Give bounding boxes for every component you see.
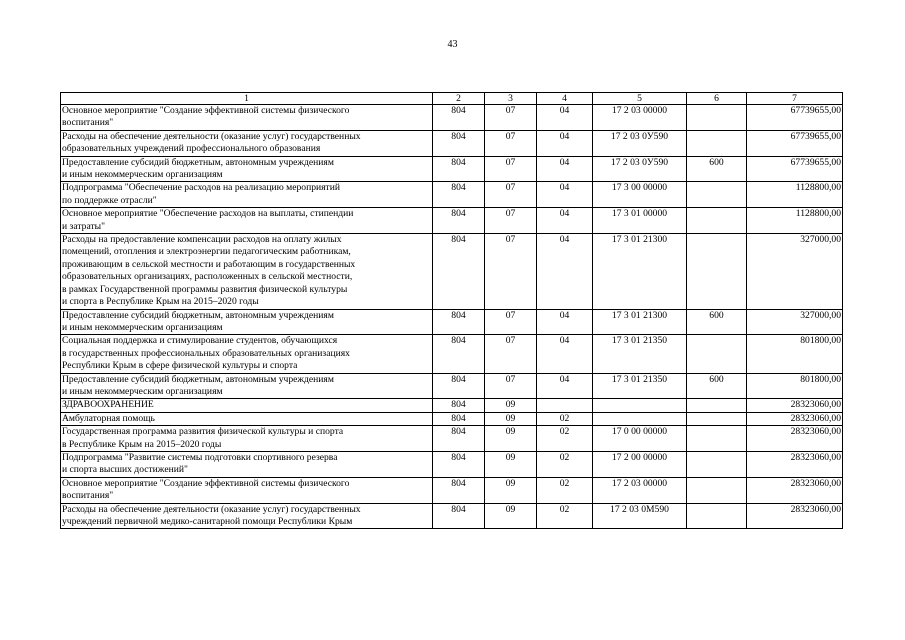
- row-name: Расходы на обеспечение деятельности (оказание услуг) государственных образовательных учреждений профессионального образования: [61, 130, 433, 156]
- row-name: Предоставление субсидий бюджетным, автономным учреждениям и иным некоммерческим организациям: [61, 309, 433, 335]
- row-amount: 28323060,00: [747, 399, 843, 412]
- row-amount: 801800,00: [747, 373, 843, 399]
- row-amount: 1128800,00: [747, 182, 843, 208]
- row-target-article: 17 3 01 00000: [593, 208, 687, 234]
- row-name: Предоставление субсидий бюджетным, автономным учреждениям и иным некоммерческим организациям: [61, 156, 433, 182]
- row-target-article: 17 0 00 00000: [593, 426, 687, 452]
- row-section: 07: [485, 234, 537, 309]
- row-name: Основное мероприятие "Создание эффективной системы физического воспитания": [61, 105, 433, 131]
- budget-table: [60, 92, 843, 529]
- row-target-article: [593, 399, 687, 412]
- row-name: Расходы на предоставление компенсации расходов на оплату жилых помещений, отопления и электроэнергии педагогическим работникам, проживающим в сельской местности и работающим в государственных образовательных организациях, расположенных в сельской местности, в рамках Государственной программы развития физической культуры и спорта в Республике Крым на 2015–2020 годы: [61, 234, 433, 309]
- row-subsection: 02: [537, 451, 593, 477]
- header-col-1: 1: [61, 93, 433, 105]
- row-expense-type: [687, 182, 747, 208]
- row-section: 09: [485, 477, 537, 503]
- row-section: 07: [485, 335, 537, 373]
- row-name: Подпрограмма "Обеспечение расходов на реализацию мероприятий по поддержке отрасли": [61, 182, 433, 208]
- row-section: 07: [485, 105, 537, 131]
- row-amount: 801800,00: [747, 335, 843, 373]
- row-ved: 804: [433, 182, 485, 208]
- row-subsection: 04: [537, 105, 593, 131]
- row-expense-type: [687, 477, 747, 503]
- row-expense-type: [687, 412, 747, 425]
- row-subsection: 04: [537, 182, 593, 208]
- row-target-article: 17 3 01 21300: [593, 309, 687, 335]
- table-row: [61, 412, 843, 425]
- row-ved: 804: [433, 105, 485, 131]
- row-section: 07: [485, 208, 537, 234]
- row-name: Подпрограмма "Развитие системы подготовки спортивного резерва и спорта высших достижений": [61, 451, 433, 477]
- row-name: ЗДРАВООХРАНЕНИЕ: [61, 399, 433, 412]
- row-section: 09: [485, 399, 537, 412]
- row-ved: 804: [433, 477, 485, 503]
- row-target-article: [593, 412, 687, 425]
- row-subsection: 04: [537, 234, 593, 309]
- row-subsection: 04: [537, 373, 593, 399]
- row-expense-type: 600: [687, 156, 747, 182]
- row-subsection: 04: [537, 156, 593, 182]
- row-ved: 804: [433, 234, 485, 309]
- row-amount: 67739655,00: [747, 130, 843, 156]
- table-row: [61, 477, 843, 503]
- table-row: [61, 503, 843, 529]
- row-ved: 804: [433, 335, 485, 373]
- row-section: 07: [485, 309, 537, 335]
- row-name: Расходы на обеспечение деятельности (оказание услуг) государственных учреждений первичной медико-санитарной помощи Республики Крым: [61, 503, 433, 529]
- row-target-article: 17 3 00 00000: [593, 182, 687, 208]
- table-row: [61, 451, 843, 477]
- row-expense-type: [687, 451, 747, 477]
- row-name: Основное мероприятие "Обеспечение расходов на выплаты, стипендии и затраты": [61, 208, 433, 234]
- row-subsection: 02: [537, 503, 593, 529]
- row-subsection: 04: [537, 130, 593, 156]
- row-subsection: [537, 399, 593, 412]
- table-row: [61, 335, 843, 373]
- row-expense-type: [687, 503, 747, 529]
- row-target-article: 17 2 03 00000: [593, 477, 687, 503]
- row-expense-type: 600: [687, 309, 747, 335]
- row-amount: 327000,00: [747, 309, 843, 335]
- header-col-2: 2: [433, 93, 485, 105]
- row-section: 07: [485, 130, 537, 156]
- row-amount: 67739655,00: [747, 105, 843, 131]
- row-ved: 804: [433, 309, 485, 335]
- row-amount: 28323060,00: [747, 477, 843, 503]
- row-target-article: 17 3 01 21350: [593, 335, 687, 373]
- row-amount: 28323060,00: [747, 503, 843, 529]
- row-name: Государственная программа развития физической культуры и спорта в Республике Крым на 2015–2020 годы: [61, 426, 433, 452]
- row-target-article: 17 2 00 00000: [593, 451, 687, 477]
- row-section: 09: [485, 426, 537, 452]
- row-target-article: 17 3 01 21300: [593, 234, 687, 309]
- row-subsection: 02: [537, 412, 593, 425]
- table-row: [61, 426, 843, 452]
- row-amount: 327000,00: [747, 234, 843, 309]
- row-section: 07: [485, 182, 537, 208]
- row-section: 07: [485, 373, 537, 399]
- table-row: [61, 399, 843, 412]
- table-row: [61, 309, 843, 335]
- row-ved: 804: [433, 208, 485, 234]
- header-col-5: 5: [593, 93, 687, 105]
- row-ved: 804: [433, 451, 485, 477]
- header-row: [61, 93, 843, 105]
- row-ved: 804: [433, 426, 485, 452]
- row-ved: 804: [433, 156, 485, 182]
- table-row: [61, 130, 843, 156]
- row-ved: 804: [433, 130, 485, 156]
- row-target-article: 17 2 03 00000: [593, 105, 687, 131]
- row-subsection: 02: [537, 426, 593, 452]
- row-target-article: 17 2 03 0У590: [593, 156, 687, 182]
- row-section: 09: [485, 503, 537, 529]
- row-name: Предоставление субсидий бюджетным, автономным учреждениям и иным некоммерческим организациям: [61, 373, 433, 399]
- row-ved: 804: [433, 399, 485, 412]
- row-section: 07: [485, 156, 537, 182]
- row-expense-type: [687, 335, 747, 373]
- row-target-article: 17 2 03 0У590: [593, 130, 687, 156]
- row-name: Основное мероприятие "Создание эффективной системы физического воспитания": [61, 477, 433, 503]
- row-section: 09: [485, 412, 537, 425]
- row-subsection: 04: [537, 309, 593, 335]
- row-expense-type: [687, 234, 747, 309]
- row-ved: 804: [433, 373, 485, 399]
- table-row: [61, 373, 843, 399]
- row-expense-type: [687, 399, 747, 412]
- row-amount: 67739655,00: [747, 156, 843, 182]
- table-row: [61, 156, 843, 182]
- row-target-article: 17 3 01 21350: [593, 373, 687, 399]
- row-subsection: 04: [537, 335, 593, 373]
- table-row: [61, 105, 843, 131]
- header-col-7: 7: [747, 93, 843, 105]
- row-subsection: 04: [537, 208, 593, 234]
- row-name: Амбулаторная помощь: [61, 412, 433, 425]
- row-expense-type: [687, 208, 747, 234]
- row-expense-type: [687, 426, 747, 452]
- row-subsection: 02: [537, 477, 593, 503]
- header-col-4: 4: [537, 93, 593, 105]
- page-number: 43: [447, 39, 458, 50]
- row-expense-type: [687, 130, 747, 156]
- row-amount: 28323060,00: [747, 412, 843, 425]
- header-col-3: 3: [485, 93, 537, 105]
- row-ved: 804: [433, 503, 485, 529]
- header-col-6: 6: [687, 93, 747, 105]
- row-section: 09: [485, 451, 537, 477]
- row-expense-type: [687, 105, 747, 131]
- row-amount: 1128800,00: [747, 208, 843, 234]
- table-row: [61, 182, 843, 208]
- row-expense-type: 600: [687, 373, 747, 399]
- row-amount: 28323060,00: [747, 451, 843, 477]
- row-amount: 28323060,00: [747, 426, 843, 452]
- table-body: [61, 105, 843, 529]
- table-row: [61, 234, 843, 309]
- row-ved: 804: [433, 412, 485, 425]
- row-target-article: 17 2 03 0М590: [593, 503, 687, 529]
- row-name: Социальная поддержка и стимулирование студентов, обучающихся в государственных профессиональных образовательных организациях Республики Крым в сфере физической культуры и спорта: [61, 335, 433, 373]
- table-row: [61, 208, 843, 234]
